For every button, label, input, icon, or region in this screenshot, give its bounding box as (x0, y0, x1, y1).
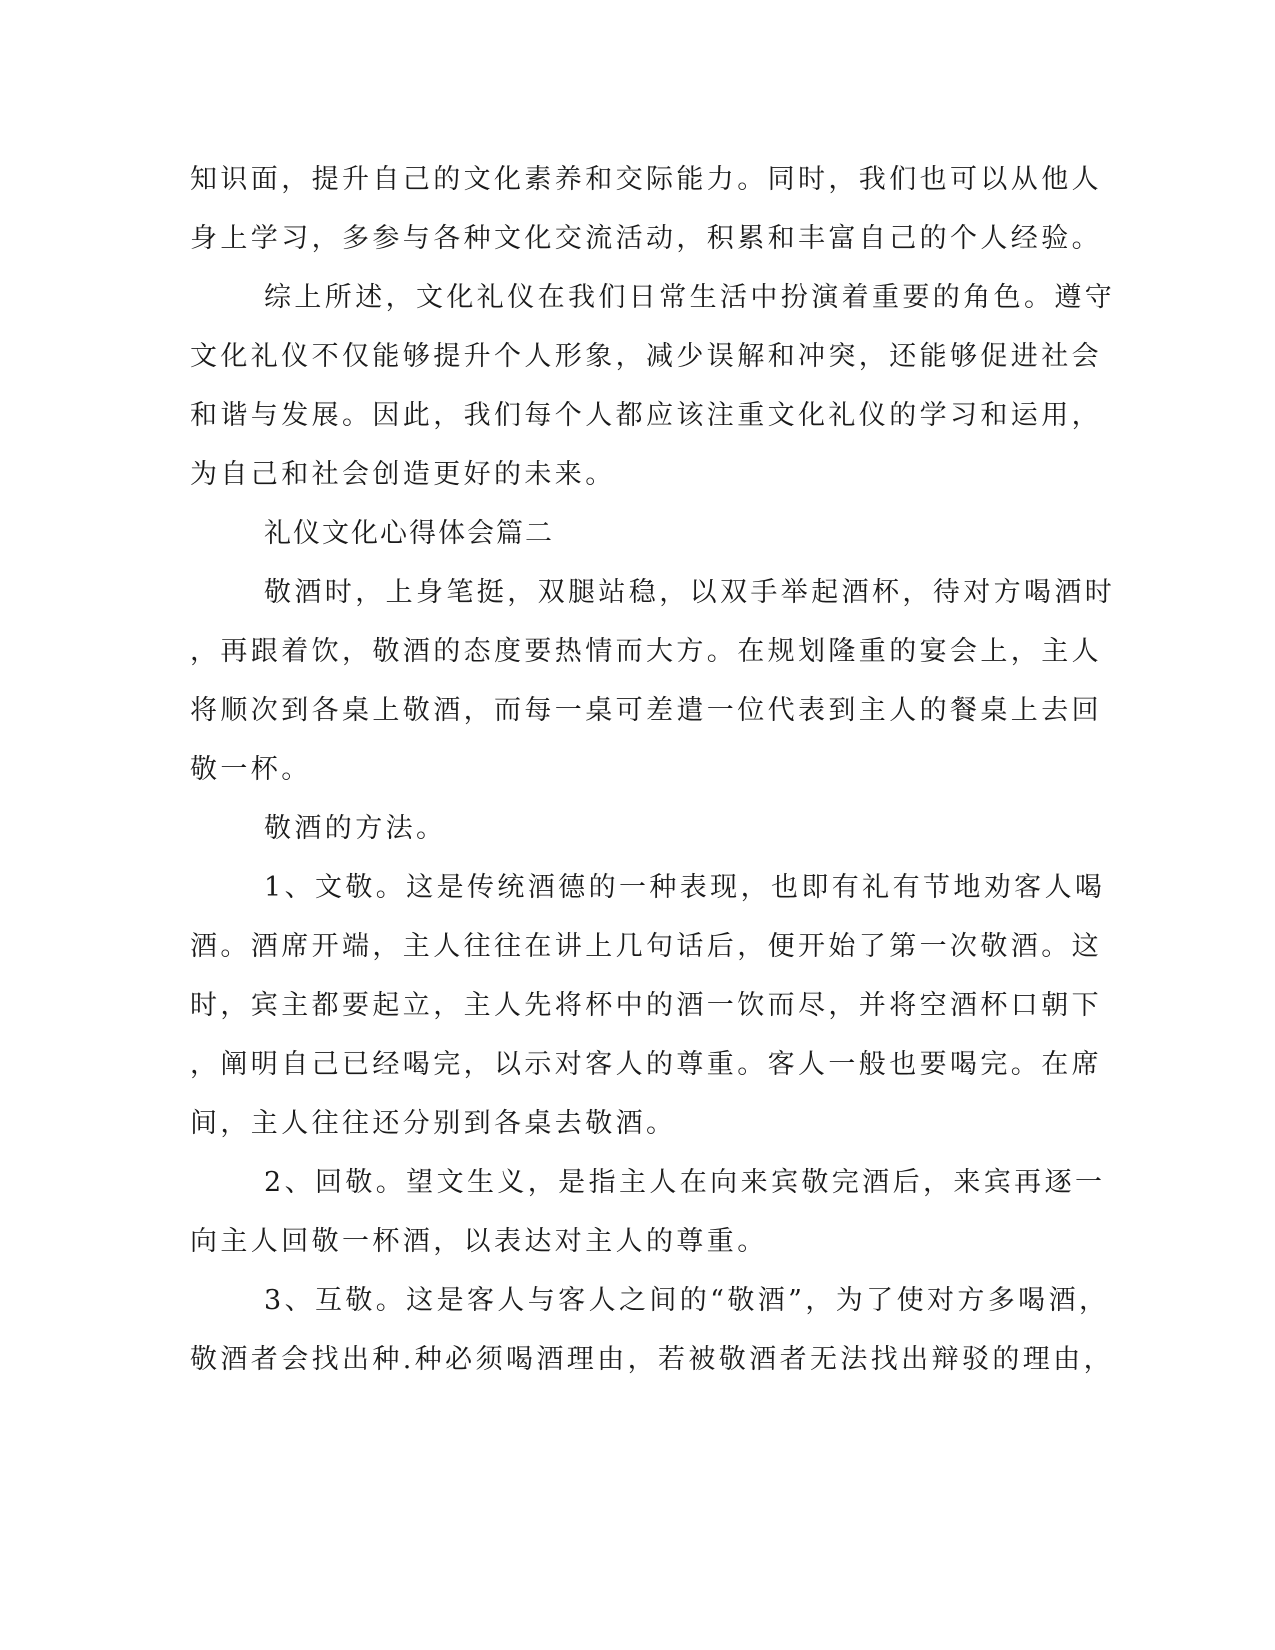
paragraph-line: 敬一杯。 (190, 754, 312, 785)
paragraph-line: 敬酒时，上身笔挺，双腿站稳，以双手举起酒杯，待对方喝酒时 (264, 577, 1116, 608)
paragraph-line: 和谐与发展。因此，我们每个人都应该注重文化礼仪的学习和运用， (190, 400, 1102, 431)
list-item-line: 1、文敬。这是传统酒德的一种表现，也即有礼有节地劝客人喝 (264, 872, 1106, 903)
list-item-line: 3、互敬。这是客人与客人之间的“敬酒”，为了使对方多喝酒， (264, 1285, 1110, 1316)
paragraph-line: 时，宾主都要起立，主人先将杯中的酒一饮而尽，并将空酒杯口朝下 (190, 990, 1102, 1021)
paragraph-line: 向主人回敬一杯酒，以表达对主人的尊重。 (190, 1226, 768, 1257)
section-heading: 礼仪文化心得体会篇二 (264, 518, 554, 549)
paragraph-line: 敬酒的方法。 (264, 813, 447, 844)
paragraph-line: 文化礼仪不仅能够提升个人形象，减少误解和冲突，还能够促进社会 (190, 341, 1102, 372)
paragraph-line: 间，主人往往还分别到各桌去敬酒。 (190, 1108, 677, 1139)
paragraph-line: 知识面，提升自己的文化素养和交际能力。同时，我们也可以从他人 (190, 164, 1102, 195)
paragraph-line: 身上学习，多参与各种文化交流活动，积累和丰富自己的个人经验。 (190, 223, 1102, 254)
paragraph-line: 酒。酒席开端，主人往往在讲上几句话后，便开始了第一次敬酒。这 (190, 931, 1102, 962)
list-item-line: 2、回敬。望文生义，是指主人在向来宾敬完酒后，来宾再逐一 (264, 1167, 1106, 1198)
paragraph-line: 为自己和社会创造更好的未来。 (190, 459, 616, 490)
paragraph-line: 将顺次到各桌上敬酒，而每一桌可差遣一位代表到主人的餐桌上去回 (190, 695, 1102, 726)
paragraph-line: ，阐明自己已经喝完，以示对客人的尊重。客人一般也要喝完。在席 (190, 1049, 1102, 1080)
paragraph-line: ，再跟着饮，敬酒的态度要热情而大方。在规划隆重的宴会上，主人 (190, 636, 1102, 667)
paragraph-line: 综上所述，文化礼仪在我们日常生活中扮演着重要的角色。遵守 (264, 282, 1116, 313)
paragraph-line: 敬酒者会找出种.种必须喝酒理由，若被敬酒者无法找出辩驳的理由， (190, 1344, 1114, 1375)
